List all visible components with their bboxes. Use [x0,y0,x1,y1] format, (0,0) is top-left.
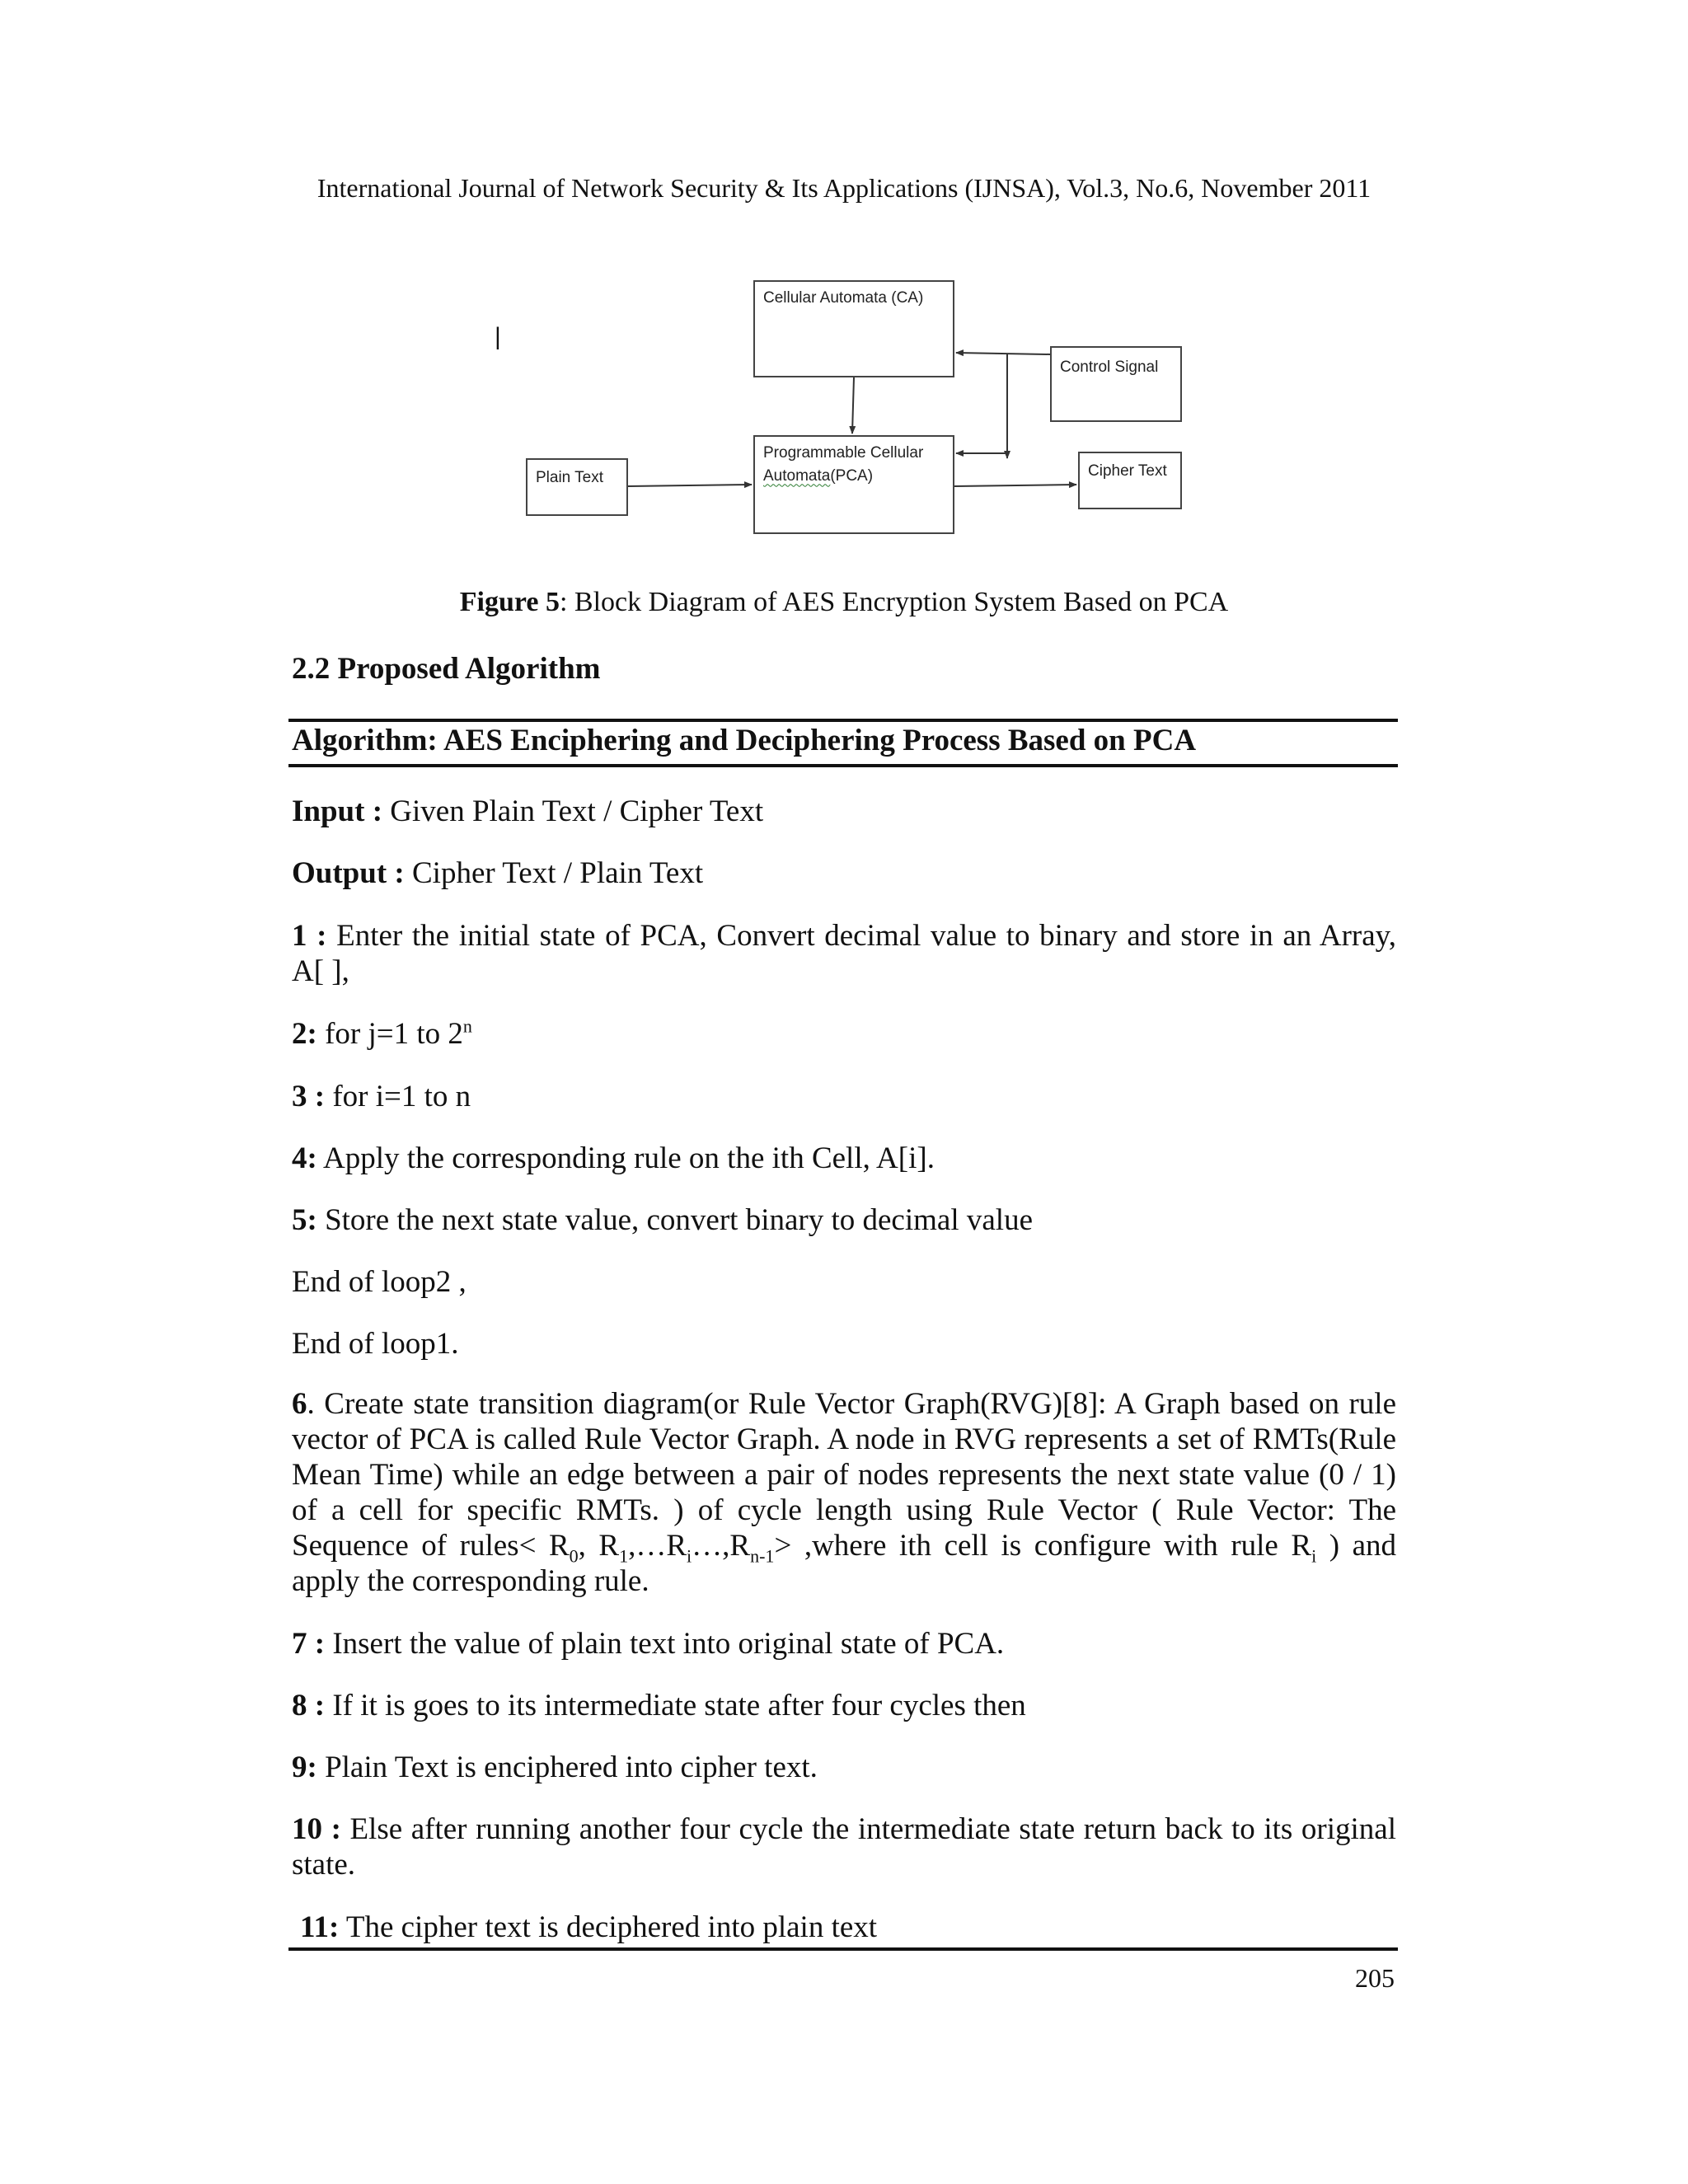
algo-step-11 [300,1910,1404,1945]
step6-text-b: , R [578,1529,620,1563]
step4-label: 4: [292,1141,317,1175]
step6-text-f: ) and apply the corresponding rule. [292,1529,1396,1598]
arrow-plain-to-pca [628,485,752,486]
step1-text: Enter the initial state of PCA, Convert decimal value to binary and store in an Array, A[ ], [292,919,1397,988]
step7-label: 7 : [292,1627,326,1661]
arrow-ca-to-pca [852,377,854,434]
step8-label: 8 : [292,1689,326,1722]
step3-label: 3 : [292,1080,326,1113]
stray-mark: | [495,323,501,350]
step6-text-a: . Create state transition diagram(or Rule Vector Graph(RVG)[8]: A Graph based on rule vector of PCA is called Rule Vector Graph. A node in RVG represents a set of RMTs(Rule Mean Time) while an edge between a pair of nodes represents the next state value (0 / 1) of a cell for specific RMTs. ) of cycle length using Rule Vector ( Rule Vector: The Sequence of rules< R [292,1387,1396,1563]
step1-label: 1 : [292,919,327,953]
cipher-text-label: Cipher Text [1088,462,1167,480]
step5-label: 5: [292,1203,317,1237]
algo-step-6 [292,1386,1396,1599]
figure-caption [0,587,1688,618]
step6-sub-i2: i [1311,1545,1317,1567]
step7-text: Insert the value of plain text into original state of PCA. [325,1627,1005,1661]
pca-box-label-line1: Programmable Cellular [763,444,924,462]
ca-box-label: Cellular Automata (CA) [763,289,924,307]
step6-text-e: > ,where ith cell is configure with rule R [774,1529,1312,1563]
algo-step-4 [292,1141,1396,1176]
step11-text: The cipher text is deciphered into plain text [339,1910,878,1944]
figure-label: Figure 5 [459,587,560,617]
algo-top-rule [288,719,1398,722]
step6-text-d: …,R [692,1529,751,1563]
pca-abbrev: (PCA) [830,466,874,485]
step6-sub-n1: n-1 [750,1545,775,1567]
algo-step-8 [292,1688,1396,1723]
step2-text: for j=1 to 2 [316,1017,463,1051]
step5-text: Store the next state value, convert binary to decimal value [316,1203,1033,1237]
algo-title-rule [288,764,1398,767]
step10-label: 10 : [292,1812,341,1846]
algorithm-title: Algorithm: AES Enciphering and Deciphering Process Based on PCA [292,724,1197,757]
algo-step-2 [292,1016,1396,1052]
algo-step-1 [292,918,1396,989]
output-label: Output : [292,856,405,890]
step6-text-c: ,…R [628,1529,687,1563]
step3-text: for i=1 to n [325,1080,471,1113]
figure-caption-text: : Block Diagram of AES Encryption System Based on PCA [559,587,1229,617]
step11-label: 11: [300,1910,340,1944]
step9-label: 9: [292,1750,317,1784]
step6-sub-i: i [687,1545,692,1567]
step10-text: Else after running another four cycle the intermediate state return back to its original state. [292,1812,1396,1882]
algo-step-5 [292,1202,1396,1238]
control-signal-label: Control Signal [1060,359,1159,376]
plain-text-label: Plain Text [536,469,604,486]
arrow-control-to-ca [956,353,1050,354]
algo-step-9 [292,1750,1396,1785]
algo-end-loop2: End of loop2 , [292,1265,467,1299]
page-number: 205 [1355,1963,1395,1993]
algo-step-7 [292,1626,1396,1661]
step8-text: If it is goes to its intermediate state after four cycles then [325,1689,1026,1722]
step2-label: 2: [292,1017,317,1051]
step4-text: Apply the corresponding rule on the ith Cell, A[i]. [316,1141,935,1175]
running-header: International Journal of Network Security & Its Applications (IJNSA), Vol.3, No.6, November 2011 [316,173,1372,203]
output-text: Cipher Text / Plain Text [404,856,704,890]
algo-step-10 [292,1811,1396,1882]
input-text: Given Plain Text / Cipher Text [382,794,764,828]
step6-sub-0: 0 [569,1545,579,1567]
pca-automata-word: Automata [763,466,831,485]
algo-output [292,855,1396,891]
arrow-pca-to-cipher [954,485,1076,486]
step2-exponent: n [462,1015,472,1037]
algo-bottom-rule [288,1947,1398,1951]
section-heading: 2.2 Proposed Algorithm [292,652,601,686]
algo-end-loop1: End of loop1. [292,1327,459,1361]
algo-step-3 [292,1079,1396,1114]
step6-label: 6 [292,1387,307,1421]
step9-text: Plain Text is enciphered into cipher text. [316,1750,818,1784]
algo-input [292,794,1396,829]
input-label: Input : [292,794,383,828]
step6-sub-1: 1 [619,1545,629,1567]
